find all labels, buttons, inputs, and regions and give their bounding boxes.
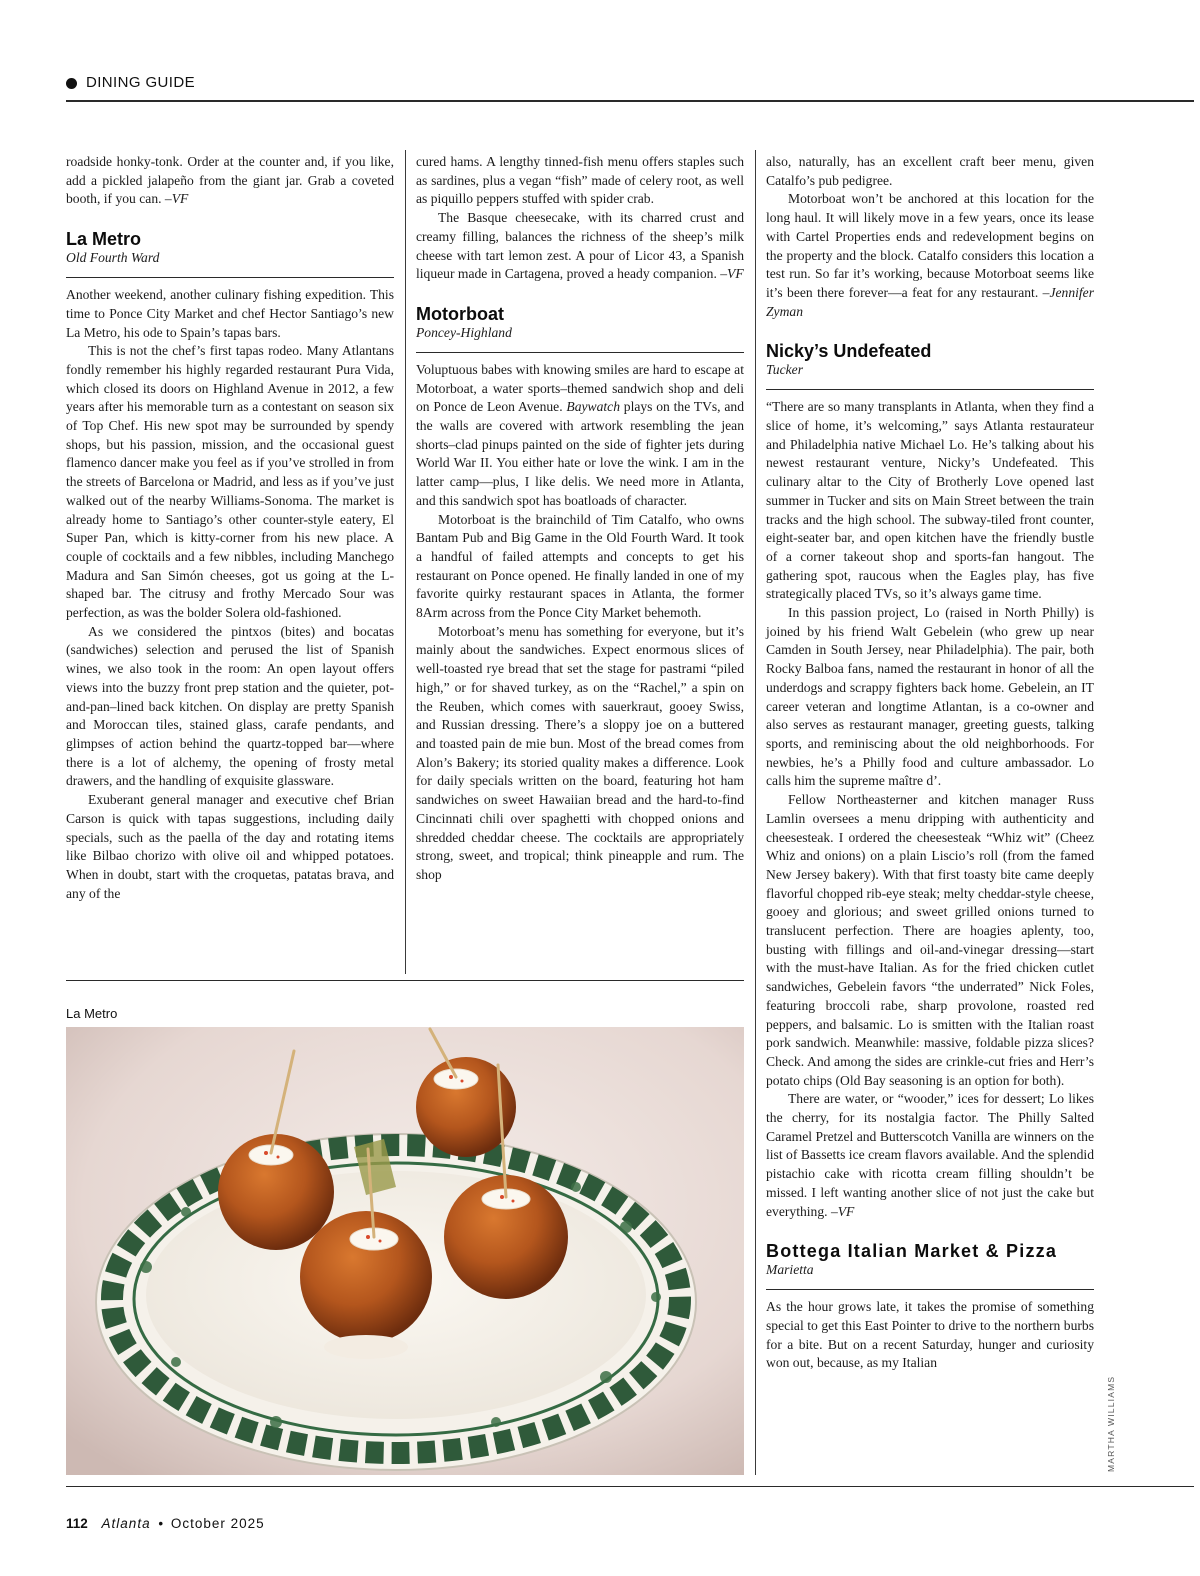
page-number: 112 <box>66 1516 88 1531</box>
column-3 <box>766 153 1094 1373</box>
restaurant-neighborhood: Tucker <box>766 361 1094 390</box>
paragraph: also, naturally, has an excellent craft beer menu, given Catalfo’s pub pedigree. <box>766 154 1094 188</box>
section-label: DINING GUIDE <box>86 74 195 91</box>
caption-divider <box>66 980 744 981</box>
issue-date: October 2025 <box>170 1516 265 1531</box>
paragraph: There are water, or “wooder,” ices for dessert; Lo likes the cherry, for its nostalgia factor. The Philly Salted Caramel Pretzel and Butterscotch Vanilla are winners on the list of Bassetts ice cream flavors available. And the splendid pistachio cake with ricotta cream filling shouldn’t be missed. I left wanting another slice of not just the cake but everything. –VF <box>766 1091 1094 1219</box>
paragraph: Fellow Northeasterner and kitchen manager Russ Lamlin oversees a menu dripping with authenticity and cheesesteak. I ordered the cheesesteak “Whiz wit” (Cheez Whiz and onions) on a plain Liscio’s roll (from the famed New Jersey bakery). With that first toasty bite came deeply flavorful chopped rib-eye steak; melty cheddar-style cheese, gooey and glorious; and sweet grilled onions turned to translucent perfection. There are hoagies aplenty, too, busting with fillings and oil-and-vinegar dressing—start with the must-have Italian. As for the fried chicken cutlet sandwiches, Gebelein favors “the underrated” Nick Foles, featuring broccoli rabe, sharp provolone, roasted red peppers, and balsamic. Lo is smitten with the Italian roast pork sandwich. Meanwhile: massive, foldable pizza slices? Check. And among the sides are crinkle-cut fries and Herr’s potato chips (Old Bay seasoning is an option for both). <box>766 792 1094 1088</box>
paragraph: As we considered the pintxos (bites) and bocatas (sandwiches) selection and perused the list of Spanish wines, we also took in the room: An open layout offers views into the buzzy front prep station and the quieter, pot-and-pan–lined back kitchen. On display are pretty Spanish and Moroccan tiles, stained glass, carafe pendants, and glimpses of action behind the quartz-topped bar—where there is a lot of alchemy, the opening of frosty metal drawers, and the handling of exquisite glassware. <box>66 623 394 789</box>
restaurant-neighborhood: Old Fourth Ward <box>66 249 394 278</box>
croquetas-illustration <box>66 1027 744 1475</box>
restaurant-name: La Metro <box>66 229 142 250</box>
photo-credit: MARTHA WILLIAMS <box>1106 1375 1116 1472</box>
restaurant-neighborhood: Poncey-Highland <box>416 324 744 353</box>
paragraph: This is not the chef’s first tapas rodeo. Many Atlantans fondly remember his highly regarded restaurant Pura Vida, which closed its doors on Highland Avenue in 2012, a few years after his memorable turn as a contestant on season six of Top Chef. His new spot may be surrounded by spendy shops, but his passion, mission, and the occasional guest flamenco dancer make you feel as if you’ve strolled in from the streets of Barcelona or Madrid, and less as if you’ve just walked out of the nearby Williams-Sonoma. The market is already home to Santiago’s other counter-style eatery, El Super Pan, which is kitty-corner from his new place. A couple of cocktails and a few nibbles, including Manchego Madura and San Simón cheeses, got us going at the L-shaped bar. The citrusy and frothy Mercado Sour was perfection, as was the bolder Solera old-fashioned. <box>66 343 394 621</box>
paragraph: “There are so many transplants in Atlanta, when they find a slice of home, it’s welcoming,” says Atlanta restaurateur and Philadelphia native Michael Lo. He’s talking about his newest restaurant venture, Nicky’s Undefeated. This culinary altar to the City of Brotherly Love opened last summer in Tucker and sits on Main Street between the train tracks and the high school. The subway-tiled front counter, eight-seater bar, and open kitchen have the friendly bustle of a corner takeout shop and sports-fan hangout. The gathering spot, raucous when the Eagles play, has five strategically placed TVs, so it’s always game time. <box>766 399 1094 602</box>
section-header <box>66 72 1194 102</box>
paragraph: Motorboat won’t be anchored at this location for the long haul. It will likely move in a few years, once its lease with Cartel Properties ends and redevelopment begins on the property and the block. Catalfo considers this location a test run. So far it’s working, because Motorboat seems like it’s been there forever—a feat for any restaurant. –Jennifer Zyman <box>766 191 1094 319</box>
photo-caption: La Metro <box>66 1006 118 1021</box>
column-divider <box>405 150 406 974</box>
paragraph: Motorboat’s menu has something for everyone, but it’s mainly about the sandwiches. Expect enormous slices of well-toasted rye bread that set the stage for pastrami “piled high,” or for shaved turkey, as on the “Rachel,” a spin on the Reuben, which comes with sauerkraut, gooey Swiss, and Russian dressing. There’s a sloppy joe on a buttered and toasted pain de mie bun. Most of the bread comes from Alon’s Bakery; its storied quality makes a difference. Look for daily specials written on the board, featuring hot ham sandwiches on sweet Hawaiian bread and the hard-to-find Cincinnati chili over spaghetti with chopped onions and shredded cheddar cheese. The cocktails are appropriately strong, sweet, and tropical; think pineapple and rum. The shop <box>416 623 744 882</box>
restaurant-neighborhood: Marietta <box>766 1261 1094 1290</box>
footer-divider <box>66 1486 1194 1487</box>
column-divider <box>755 150 756 1475</box>
restaurant-name: Motorboat <box>416 303 504 324</box>
restaurant-name: Bottega Italian Market & Pizza <box>766 1241 1058 1262</box>
page-footer <box>66 1516 265 1531</box>
restaurant-name: Nicky’s Undefeated <box>766 341 932 362</box>
column-1 <box>66 153 394 903</box>
paragraph: As the hour grows late, it takes the promise of something special to get this East Pointer to drive to the northern burbs for a bite. But on a recent Saturday, hunger and curiosity won out, because, as my Italian <box>766 1299 1094 1371</box>
paragraph: cured hams. A lengthy tinned-fish menu offers staples such as sardines, plus a vegan “fish” made of celery root, as well as piquillo peppers stuffed with spider crab. <box>416 154 744 207</box>
paragraph: In this passion project, Lo (raised in North Philly) is joined by his friend Walt Gebelein (who grew up near Camden in South Jersey, near Philadelphia). The pair, both Rocky Balboa fans, named the restaurant in honor of all the underdogs and scrappy fighters back home. Gebelein, an IT career veteran and longtime Atlantan, is a co-owner and also serves as restaurant manager, greeting guests, talking sports, and reminiscing about the old neighborhoods. For newbies, he’s a Philly food and culture ambassador. Lo calls him the supreme maître d’. <box>766 605 1094 789</box>
paragraph: The Basque cheesecake, with its charred crust and creamy filling, balances the richness of the sheep’s milk cheese with tart lemon zest. A pour of Licor 43, a Spanish liqueur made in Cartagena, proved a heady companion. –VF <box>416 210 744 282</box>
paragraph: Exuberant general manager and executive chef Brian Carson is quick with tapas suggestions, including daily specials, such as the paella of the day and rotating items like Bilbao chorizo with olive oil and whipped potatoes. When in doubt, start with the croquetas, patatas brava, and any of the <box>66 792 394 901</box>
section-bullet-icon <box>66 78 77 89</box>
footer-separator: • <box>158 1516 164 1531</box>
paragraph: Motorboat is the brainchild of Tim Catalfo, who owns Bantam Pub and Big Game in the Old Fourth Ward. It took a handful of failed attempts and concepts to get his restaurant on Ponce opened. He finally landed in one of my favorite quirky restaurant spaces in Atlanta, the former 8Arm across from the Ponce City Market behemoth. <box>416 511 744 621</box>
paragraph: Another weekend, another culinary fishing expedition. This time to Ponce City Market and chef Hector Santiago’s new La Metro, his ode to Spain’s tapas bars. <box>66 287 394 340</box>
magazine-name: Atlanta <box>101 1516 151 1531</box>
column-2 <box>416 153 744 885</box>
paragraph: roadside honky-tonk. Order at the counter and, if you like, add a pickled jalapeño from the giant jar. Grab a coveted booth, if you can. –VF <box>66 154 394 207</box>
paragraph: Voluptuous babes with knowing smiles are hard to escape at Motorboat, a water sports–themed sandwich shop and deli on Ponce de Leon Avenue. Baywatch plays on the TVs, and the walls are covered with artwork resembling the jean shorts–clad pinups painted on the side of fighter jets during World War II. You either hate or love the wink. I am in the latter camp—plus, I like delis. We need more in Atlanta, and this sandwich spot has boatloads of character. <box>416 361 744 508</box>
croquetas-photo <box>66 1027 744 1475</box>
